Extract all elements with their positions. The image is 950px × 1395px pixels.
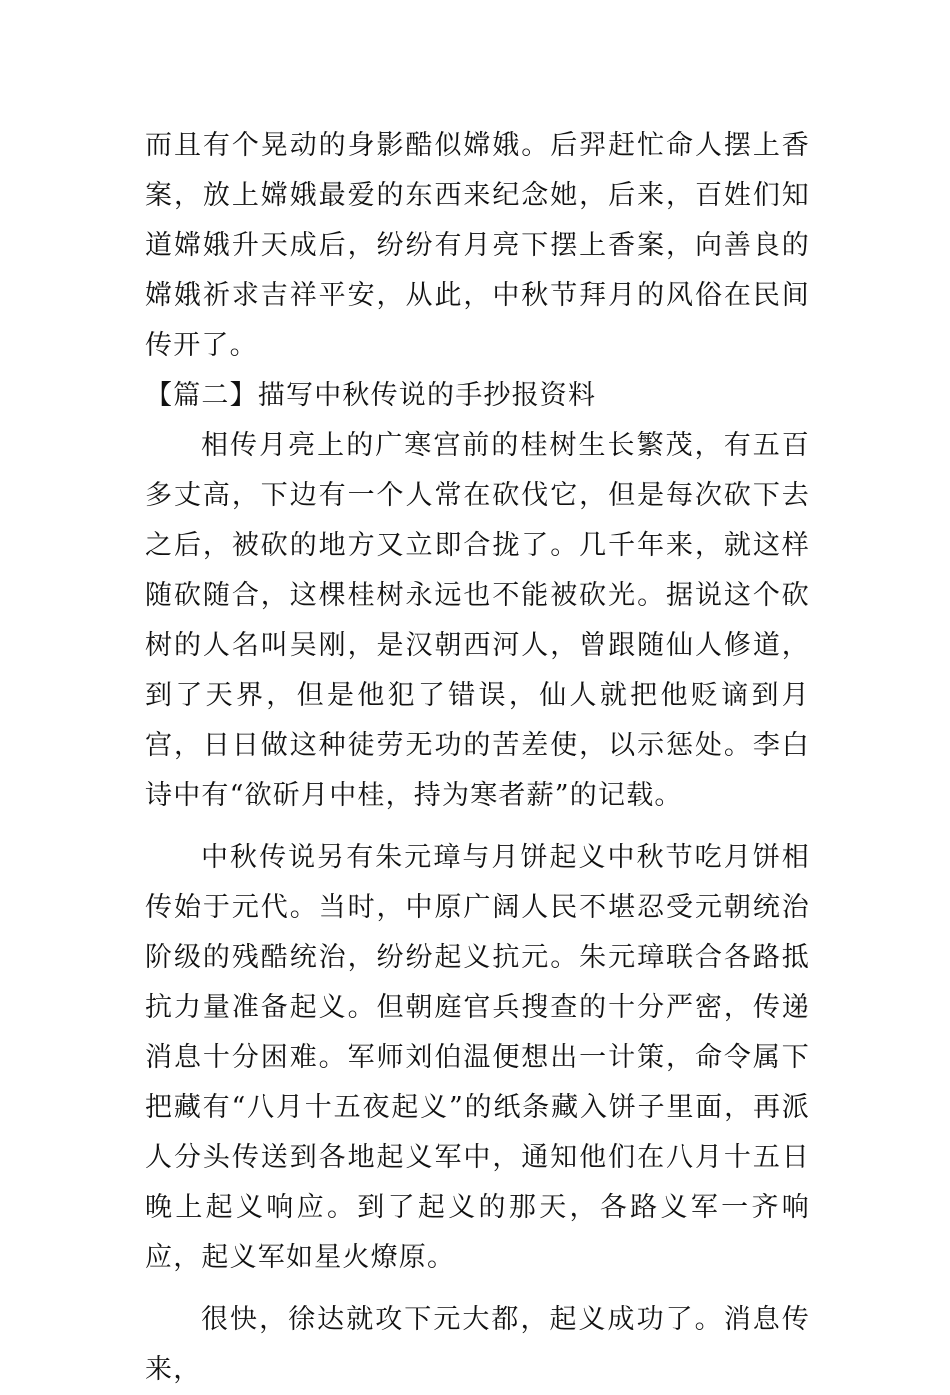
paragraph-wu-gang-legend: 相传月亮上的广寒宫前的桂树生长繁茂，有五百多丈高，下边有一个人常在砍伐它，但是每次砍下去之后，被砍的地方又立即合拢了。几千年来，就这样随砍随合，这棵桂树永远也不能被砍光。据说这个砍树的人名叫吴刚，是汉朝西河人，曾跟随仙人修道，到了天界，但是他犯了错误，仙人就把他贬谪到月宫，日日做这种徒劳无功的苦差使，以示惩处。李白诗中有“欲斫月中桂，持为寒者薪”的记载。 xyxy=(145,430,810,811)
document-body xyxy=(145,121,810,1395)
paragraph-xu-da: 很快，徐达就攻下元大都，起义成功了。消息传来， xyxy=(145,1304,810,1385)
section-heading: 【篇二】描写中秋传说的手抄报资料 xyxy=(145,380,597,411)
paragraph-mooncake-uprising: 中秋传说另有朱元璋与月饼起义中秋节吃月饼相传始于元代。当时，中原广阔人民不堪忍受元朝统治阶级的残酷统治，纷纷起义抗元。朱元璋联合各路抵抗力量准备起义。但朝庭官兵搜查的十分严密，传递消息十分困难。军师刘伯温便想出一计策，命令属下把藏有“八月十五夜起义”的纸条藏入饼子里面，再派人分头传送到各地起义军中，通知他们在八月十五日晚上起义响应。到了起义的那天，各路义军一齐响应，起义军如星火燎原。 xyxy=(145,842,810,1273)
paragraph-continuation: 而且有个晃动的身影酷似嫦娥。后羿赶忙命人摆上香案，放上嫦娥最爱的东西来纪念她，后来，百姓们知道嫦娥升天成后，纷纷有月亮下摆上香案，向善良的嫦娥祈求吉祥平安，从此，中秋节拜月的风俗在民间传开了。 xyxy=(145,130,810,361)
